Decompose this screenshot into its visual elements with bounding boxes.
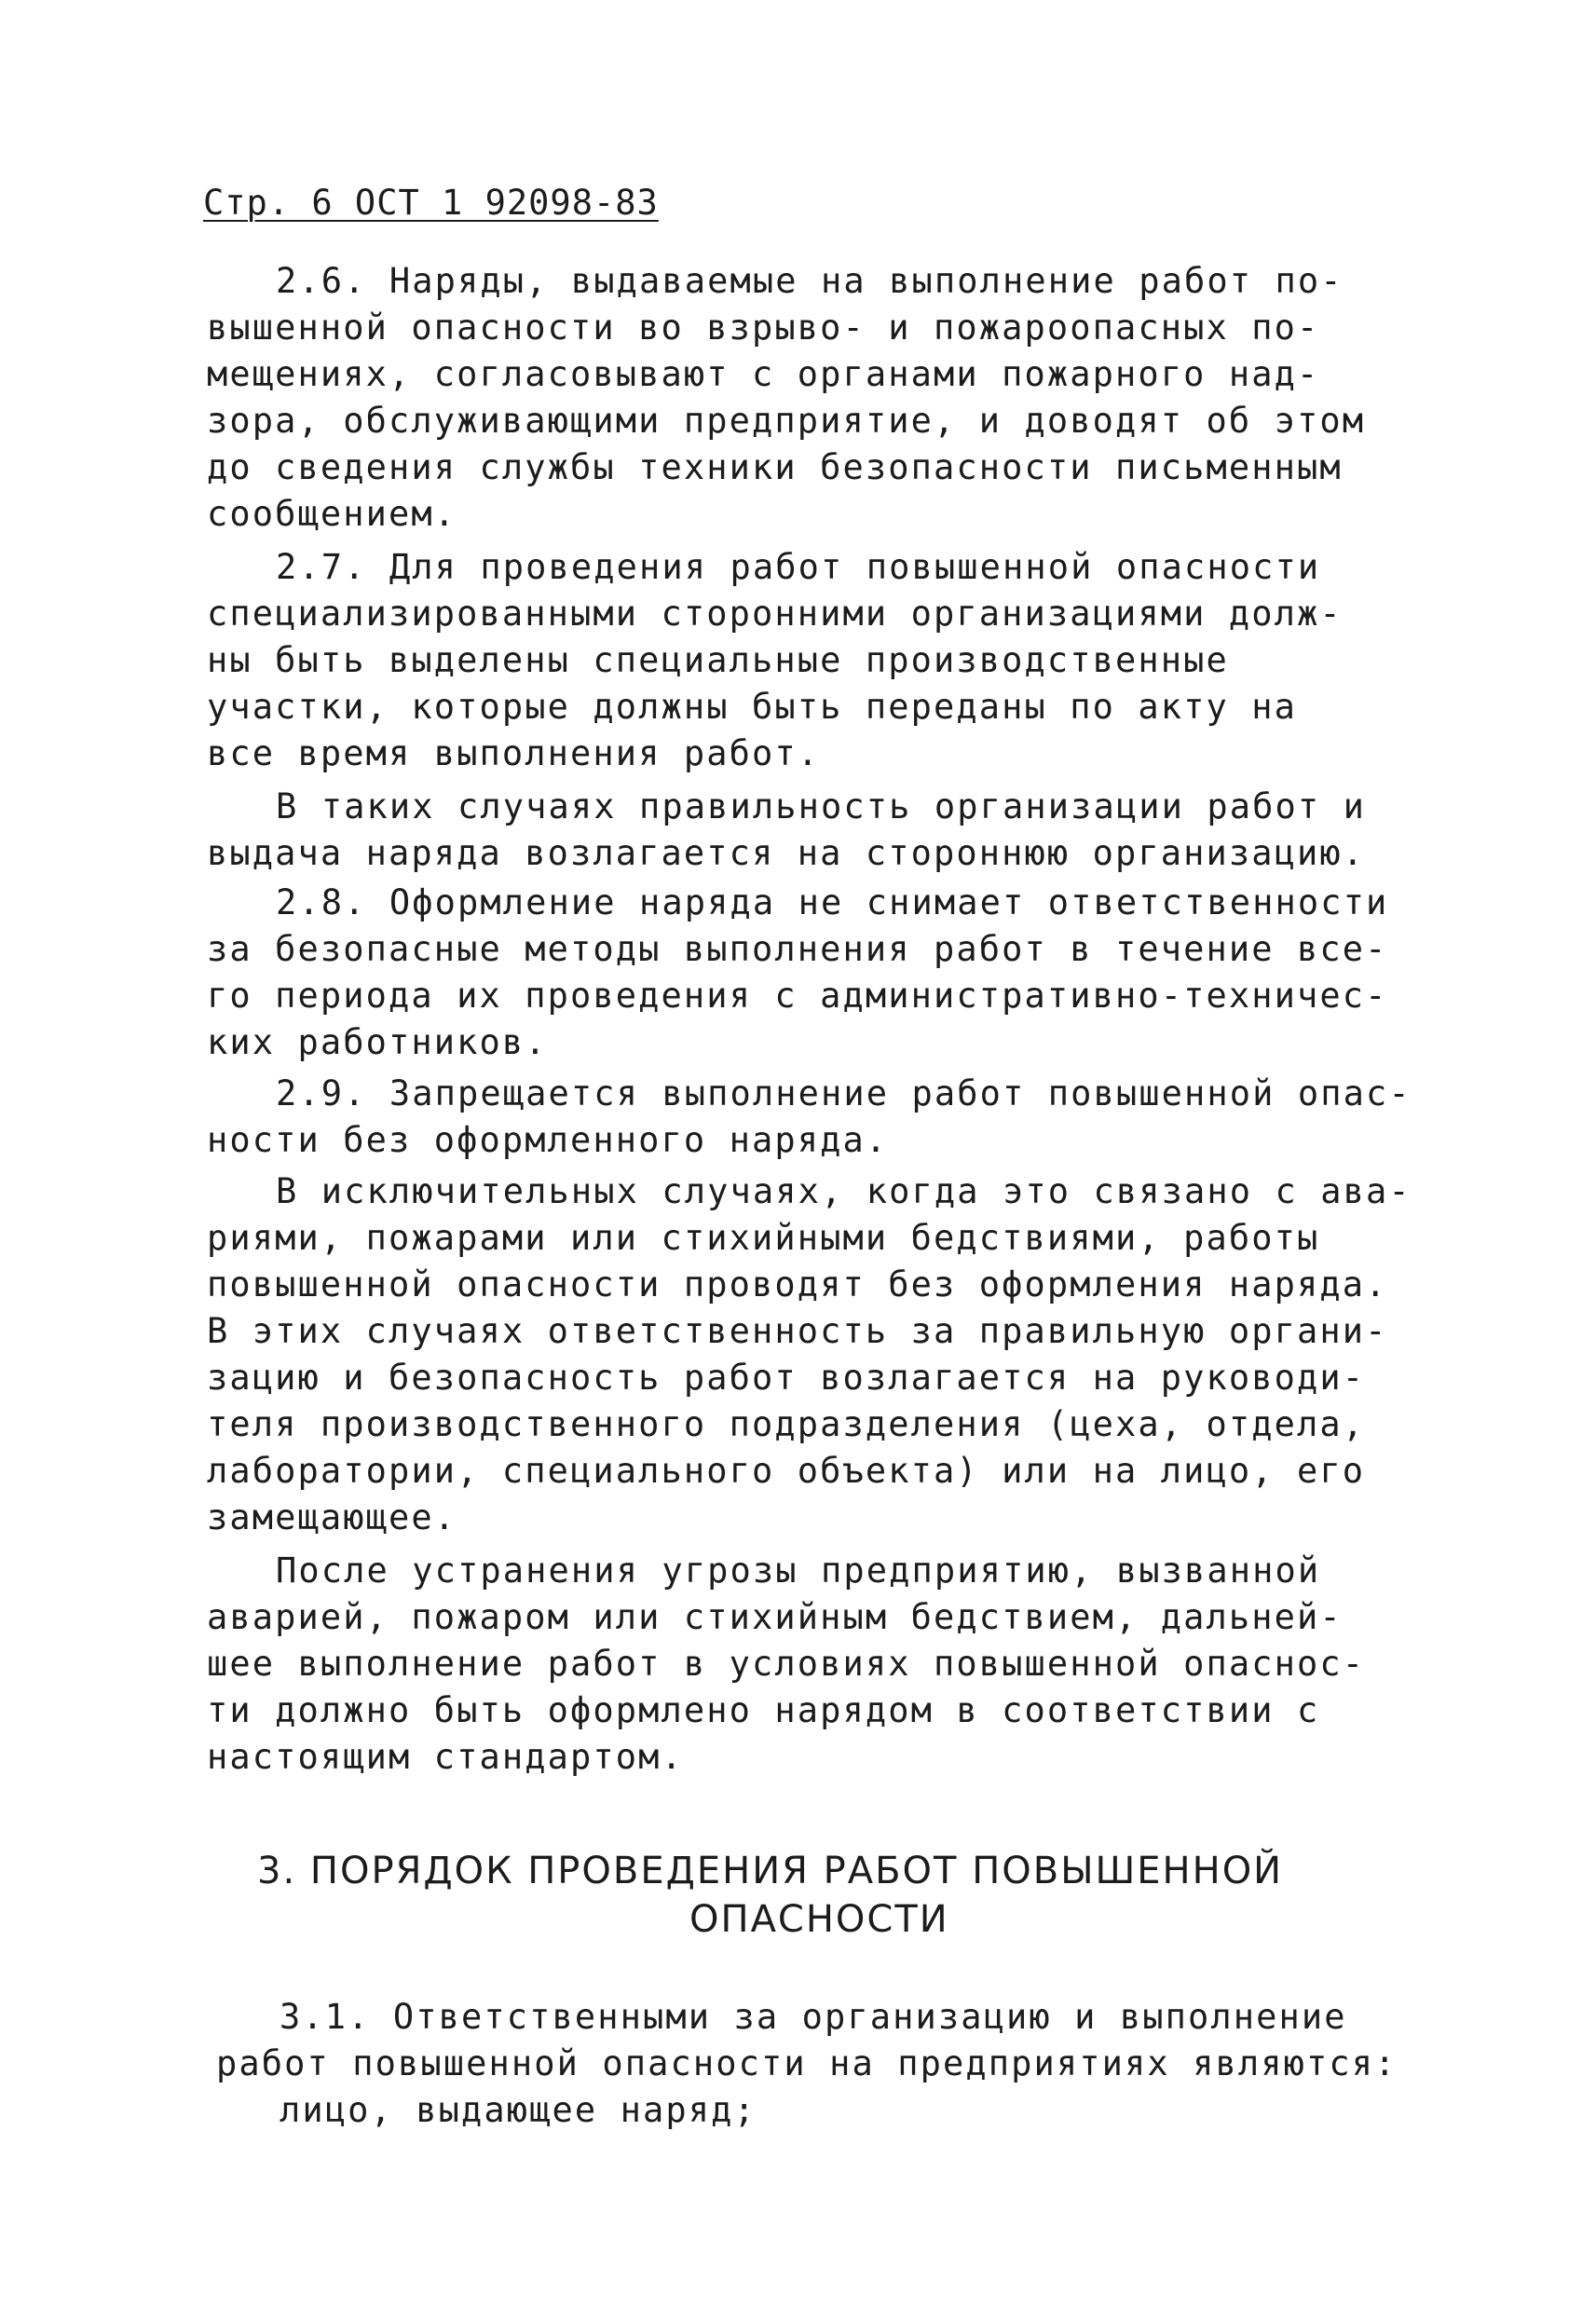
text-line: В этих случаях ответственность за правильную органи-: [207, 1311, 1388, 1351]
text-line: выдача наряда возлагается на стороннюю организацию.: [207, 833, 1366, 873]
text-line: лицо, выдающее наряд;: [280, 2090, 757, 2130]
text-line: ны быть выделены специальные производственные: [207, 640, 1229, 680]
text-line: вышенной опасности во взрыво- и пожароопасных по-: [207, 307, 1320, 348]
text-line: ких работников.: [207, 1022, 548, 1062]
text-line: 2.8. Оформление наряда не снимает ответственности: [276, 882, 1389, 922]
text-line: го периода их проведения с административно-техничес-: [207, 976, 1388, 1016]
text-line: В исключительных случаях, когда это связано с ава-: [276, 1171, 1412, 1211]
text-line: теля производственного подразделения (цеха, отдела,: [207, 1404, 1366, 1444]
text-line: участки, которые должны быть переданы по акту на: [207, 687, 1298, 727]
page-header: Стр. 6 ОСТ 1 92098-83: [203, 183, 659, 223]
text-line: аварией, пожаром или стихийным бедствием, дальней-: [207, 1597, 1343, 1637]
section-title-line2: ОПАСНОСТИ: [689, 1898, 949, 1941]
text-line: В таких случаях правильность организации работ и: [276, 786, 1367, 826]
section-title-line1: 3. ПОРЯДОК ПРОВЕДЕНИЯ РАБОТ ПОВЫШЕННОЙ: [257, 1850, 1284, 1892]
text-line: ности без оформленного наряда.: [207, 1120, 889, 1160]
text-line: ти должно быть оформлено нарядом в соответствии с: [207, 1690, 1320, 1730]
text-line: лаборатории, специального объекта) или на лицо, его: [207, 1451, 1366, 1491]
text-line: мещениях, согласовывают с органами пожарного над-: [207, 354, 1320, 394]
text-line: настоящим стандартом.: [207, 1737, 684, 1777]
text-line: специализированными сторонними организациями долж-: [207, 594, 1343, 634]
text-line: 2.9. Запрещается выполнение работ повышенной опас-: [276, 1073, 1412, 1113]
text-line: все время выполнения работ.: [207, 733, 821, 773]
text-line: После устранения угрозы предприятию, вызванной: [276, 1550, 1321, 1591]
text-line: шее выполнение работ в условиях повышенной опаснос-: [207, 1644, 1366, 1684]
text-line: повышенной опасности проводят без оформления наряда.: [207, 1264, 1388, 1304]
text-line: сообщением.: [207, 494, 457, 534]
text-line: 3.1. Ответственными за организацию и выполнение: [280, 1997, 1347, 2037]
text-line: зора, обслуживающими предприятие, и доводят об этом: [207, 401, 1366, 441]
text-line: 2.6. Наряды, выдаваемые на выполнение работ по-: [276, 261, 1344, 301]
text-line: до сведения службы техники безопасности письменным: [207, 447, 1343, 487]
text-line: зацию и безопасность работ возлагается на руководи-: [207, 1358, 1366, 1398]
text-line: 2.7. Для проведения работ повышенной опасности: [276, 547, 1321, 587]
text-line: риями, пожарами или стихийными бедствиями, работы: [207, 1218, 1320, 1258]
text-line: замещающее.: [207, 1497, 457, 1537]
text-line: за безопасные методы выполнения работ в течение все-: [207, 929, 1388, 969]
text-line: работ повышенной опасности на предприятиях являются:: [216, 2043, 1398, 2083]
